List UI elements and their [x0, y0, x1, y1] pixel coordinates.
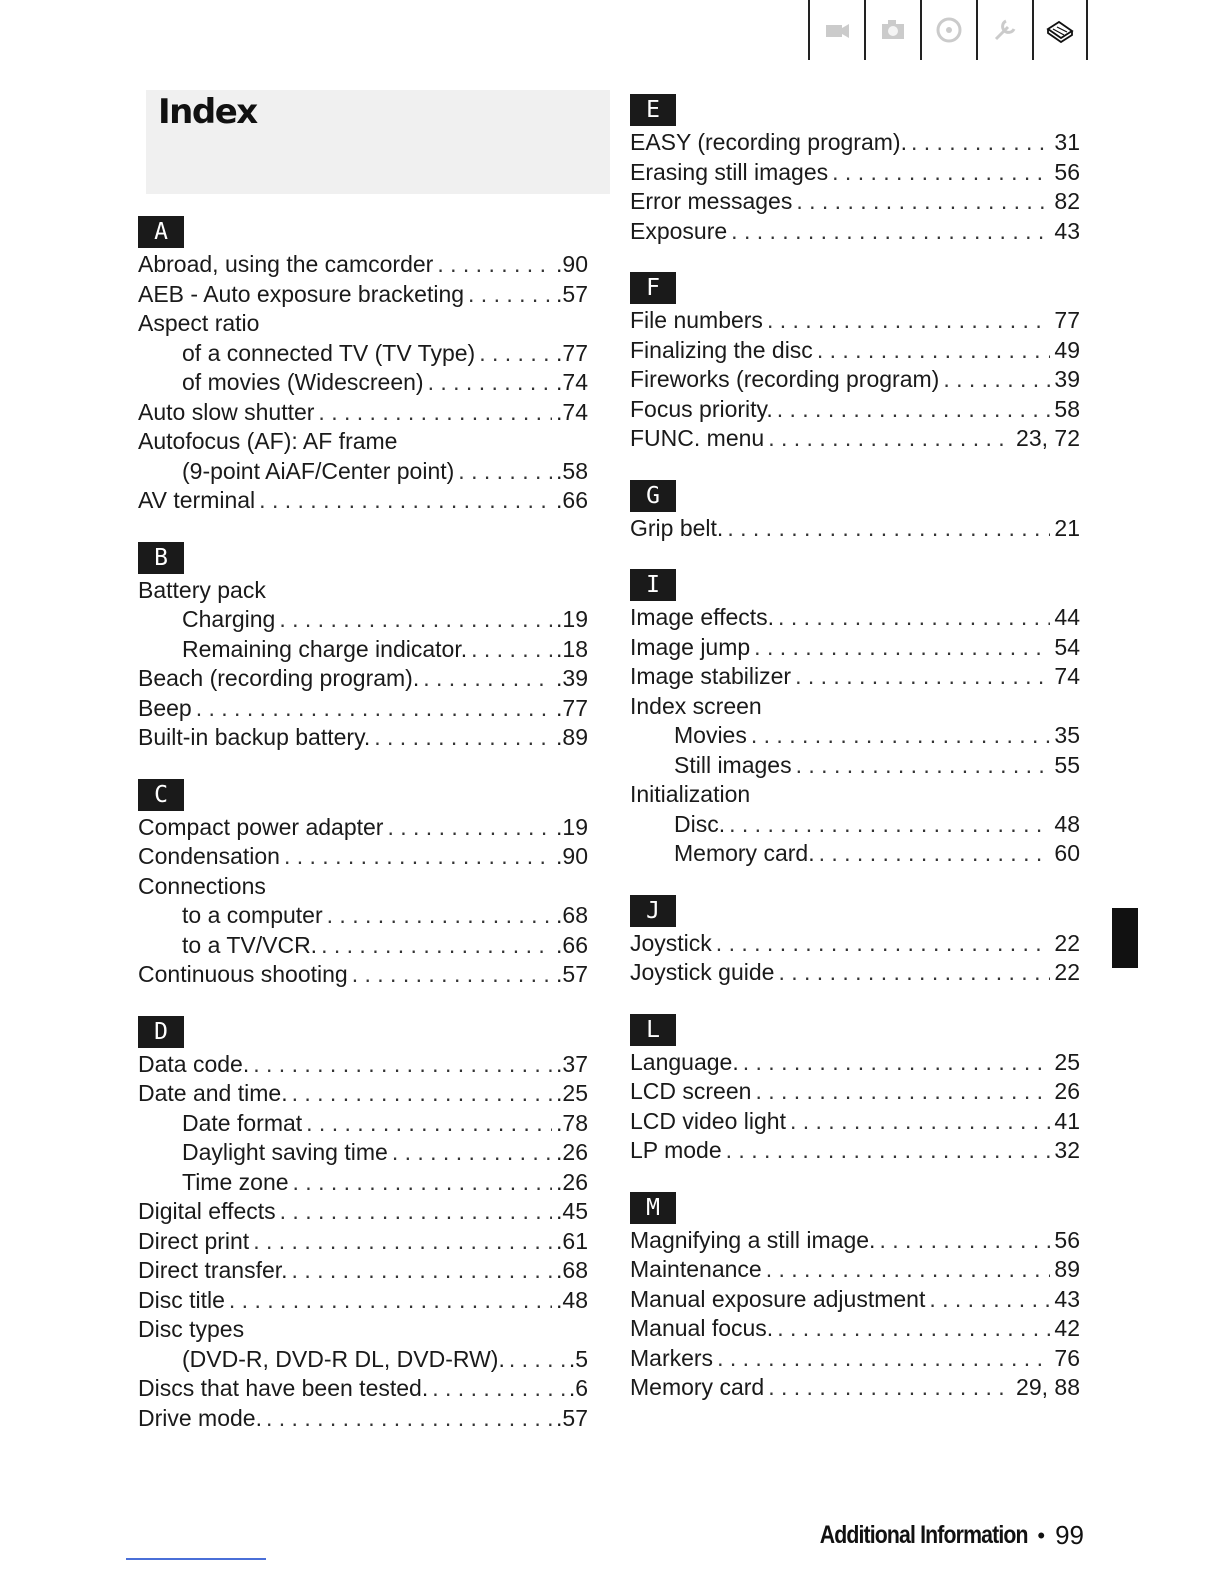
- entry-term: Daylight saving time: [182, 1139, 388, 1165]
- index-entry: [138, 1227, 588, 1257]
- entry-term: Language.: [630, 1048, 739, 1075]
- entry-page: 25: [1054, 1048, 1080, 1075]
- entry-page: .6: [568, 1375, 588, 1401]
- entry-page: 60: [1054, 840, 1080, 866]
- dot-leader: [280, 1197, 552, 1227]
- index-entry: [630, 1048, 1080, 1078]
- entry-term: Index screen: [630, 692, 762, 719]
- dot-leader: [479, 339, 552, 369]
- entry-page: 35: [1054, 722, 1080, 748]
- dot-leader: [468, 280, 552, 310]
- entry-term: LCD video light: [630, 1107, 786, 1134]
- index-entry: [138, 280, 588, 310]
- index-entry: [630, 1107, 1080, 1137]
- index-section-m: [630, 1192, 1080, 1403]
- index-entry: [630, 1314, 1080, 1344]
- index-entry: [630, 514, 1080, 544]
- entry-term: Joystick: [630, 929, 712, 956]
- entry-page: .48: [556, 1286, 588, 1313]
- index-entry: [630, 662, 1080, 692]
- dot-leader: [743, 1048, 1051, 1078]
- entry-page: .58: [556, 457, 588, 484]
- entry-term: Image jump: [630, 633, 751, 660]
- entry-term: EASY (recording program).: [630, 129, 907, 155]
- entry-term: Disc.: [674, 810, 726, 837]
- dot-leader: [727, 514, 1050, 544]
- index-section-c: [138, 779, 588, 990]
- index-section-e: [630, 94, 1080, 246]
- entry-page: 77: [1054, 307, 1080, 333]
- entry-term: Charging: [182, 606, 276, 632]
- dot-leader: [754, 633, 1050, 663]
- entry-term: Fireworks (recording program): [630, 366, 940, 392]
- entry-page: 74: [1054, 663, 1080, 689]
- entry-page: .89: [556, 724, 588, 750]
- entry-term: Built-in backup battery.: [138, 724, 371, 750]
- section-letter: F: [630, 272, 676, 304]
- page-number: 99: [1055, 1520, 1084, 1550]
- index-section-a: [138, 216, 588, 516]
- entry-page: 76: [1054, 1344, 1080, 1371]
- dot-leader: [428, 368, 552, 398]
- dot-leader: [717, 1344, 1050, 1374]
- index-entry: [138, 250, 588, 280]
- entry-term: Remaining charge indicator.: [182, 635, 468, 662]
- index-entry: [630, 1255, 1080, 1285]
- tab-additional-info[interactable]: [1032, 0, 1088, 60]
- index-entry: [138, 723, 588, 753]
- dot-leader: [778, 958, 1050, 988]
- index-entry: [138, 1197, 588, 1227]
- dot-leader: [259, 486, 552, 516]
- entry-term: Digital effects: [138, 1198, 276, 1224]
- index-entry: [630, 365, 1080, 395]
- dot-leader: [795, 662, 1050, 692]
- entry-page: .26: [556, 1139, 588, 1165]
- dot-leader: [432, 1374, 565, 1404]
- entry-page: 42: [1054, 1315, 1080, 1341]
- dot-leader: [423, 664, 552, 694]
- entry-term: LP mode: [630, 1137, 722, 1163]
- entry-term: Image effects.: [630, 604, 775, 630]
- entry-term: Error messages: [630, 188, 793, 214]
- dot-leader: [790, 1107, 1050, 1137]
- entry-term: Memory card: [630, 1374, 765, 1400]
- dot-leader: [279, 605, 552, 635]
- index-entry: [630, 1285, 1080, 1315]
- index-entry: [138, 576, 588, 606]
- dot-leader: [777, 395, 1051, 425]
- section-letter: B: [138, 542, 184, 574]
- index-entry: [138, 664, 588, 694]
- index-entry: [630, 336, 1080, 366]
- entry-term: Memory card.: [674, 840, 815, 866]
- section-letter: A: [138, 216, 184, 248]
- entry-term: Movies: [674, 722, 747, 748]
- entry-page: .25: [556, 1080, 588, 1106]
- entry-term: Focus priority.: [630, 395, 773, 422]
- dot-leader: [766, 1255, 1051, 1285]
- entry-page: 31: [1054, 129, 1080, 155]
- index-entry: [630, 158, 1080, 188]
- tab-settings[interactable]: [976, 0, 1032, 60]
- entry-page: 43: [1054, 1285, 1080, 1312]
- entry-page: .5: [568, 1345, 588, 1372]
- dot-leader: [352, 960, 552, 990]
- index-section-j: [630, 895, 1080, 988]
- divider: [126, 1558, 266, 1560]
- entry-page: .39: [556, 665, 588, 691]
- entry-term: Magnifying a still image.: [630, 1226, 876, 1253]
- entry-page: 54: [1054, 633, 1080, 660]
- section-letter: J: [630, 895, 676, 927]
- entry-page: 55: [1054, 751, 1080, 778]
- index-entry: [630, 1226, 1080, 1256]
- entry-page: 58: [1054, 395, 1080, 422]
- index-subentry: [630, 721, 1080, 751]
- settings-icon: [990, 15, 1020, 45]
- index-subentry: [138, 901, 588, 931]
- index-section-f: [630, 272, 1080, 454]
- entry-page: 21: [1054, 514, 1080, 541]
- dot-leader: [778, 603, 1050, 633]
- dot-leader: [437, 250, 552, 280]
- entry-page: 39: [1054, 366, 1080, 392]
- entry-term: Maintenance: [630, 1256, 762, 1282]
- dot-leader: [729, 810, 1050, 840]
- index-entry: [630, 692, 1080, 722]
- dot-leader: [293, 1168, 552, 1198]
- index-entry: [630, 1373, 1080, 1403]
- section-letter: M: [630, 1192, 676, 1224]
- entry-term: Grip belt.: [630, 514, 724, 541]
- entry-page: .74: [556, 369, 588, 395]
- entry-term: to a computer: [182, 902, 323, 928]
- dot-leader: [768, 424, 1012, 454]
- entry-page: .26: [556, 1168, 588, 1195]
- index-entry: [138, 427, 588, 457]
- index-entry: [630, 128, 1080, 158]
- dot-leader: [777, 1314, 1050, 1344]
- index-entry: [630, 424, 1080, 454]
- entry-term: Date format: [182, 1109, 303, 1136]
- entry-term: Connections: [138, 872, 266, 899]
- entry-page: .66: [556, 487, 588, 513]
- entry-page: .37: [556, 1050, 588, 1077]
- entry-term: AV terminal: [138, 487, 256, 513]
- entry-term: Discs that have been tested.: [138, 1375, 429, 1401]
- dot-leader: [755, 1077, 1050, 1107]
- tab-disc[interactable]: [920, 0, 976, 60]
- entry-term: Finalizing the disc: [630, 336, 813, 363]
- index-entry: [630, 395, 1080, 425]
- entry-term: Abroad, using the camcorder: [138, 251, 434, 277]
- index-subentry: [138, 605, 588, 635]
- index-entry: [138, 813, 588, 843]
- index-subentry: [138, 368, 588, 398]
- entry-page: .77: [556, 339, 588, 366]
- entry-page: 29, 88: [1016, 1374, 1080, 1400]
- index-section-b: [138, 542, 588, 753]
- entry-page: .19: [556, 813, 588, 840]
- section-letter: L: [630, 1014, 676, 1046]
- section-letter: E: [630, 94, 676, 126]
- index-column-right: [630, 94, 1080, 1429]
- entry-page: 89: [1054, 1256, 1080, 1282]
- entry-page: 56: [1054, 158, 1080, 185]
- tab-camera[interactable]: [864, 0, 920, 60]
- index-entry: [630, 217, 1080, 247]
- dot-leader: [321, 931, 552, 961]
- index-column-left: [138, 216, 588, 1459]
- entry-page: .68: [556, 902, 588, 928]
- dot-leader: [796, 187, 1050, 217]
- section-marker: [1112, 908, 1138, 968]
- entry-term: Battery pack: [138, 576, 266, 603]
- index-subentry: [138, 1109, 588, 1139]
- entry-term: Image stabilizer: [630, 663, 792, 689]
- entry-term: Manual focus.: [630, 1315, 774, 1341]
- entry-page: 44: [1054, 604, 1080, 630]
- entry-page: 32: [1054, 1137, 1080, 1163]
- index-entry: [630, 780, 1080, 810]
- index-entry: [630, 958, 1080, 988]
- index-entry: [138, 1286, 588, 1316]
- dot-leader: [796, 751, 1051, 781]
- dot-leader: [879, 1226, 1050, 1256]
- section-letter: G: [630, 480, 676, 512]
- entry-term: Auto slow shutter: [138, 398, 315, 425]
- entry-page: .19: [556, 606, 588, 632]
- entry-term: Still images: [674, 751, 792, 778]
- index-entry: [138, 1256, 588, 1286]
- entry-page: 41: [1054, 1107, 1080, 1134]
- index-subentry: [630, 810, 1080, 840]
- camcorder-icon: [822, 15, 852, 45]
- dot-leader: [716, 929, 1051, 959]
- entry-page: .57: [556, 961, 588, 987]
- index-section-i: [630, 569, 1080, 869]
- entry-page: .90: [556, 843, 588, 869]
- footer-bullet: •: [1037, 1522, 1046, 1548]
- index-entry: [138, 1404, 588, 1434]
- dot-leader: [767, 306, 1050, 336]
- dot-leader: [306, 1109, 552, 1139]
- dot-leader: [292, 1256, 552, 1286]
- index-subentry: [630, 839, 1080, 869]
- entry-term: Direct print: [138, 1227, 250, 1254]
- entry-term: Erasing still images: [630, 158, 829, 185]
- dot-leader: [458, 457, 552, 487]
- dot-leader: [253, 1227, 552, 1257]
- index-entry: [138, 486, 588, 516]
- index-entry: [138, 694, 588, 724]
- chapter-tabs: [808, 0, 1088, 60]
- entry-term: Joystick guide: [630, 959, 775, 985]
- entry-term: Exposure: [630, 217, 728, 244]
- entry-page: .61: [556, 1227, 588, 1254]
- dot-leader: [318, 398, 552, 428]
- dot-leader: [284, 842, 552, 872]
- index-subentry: [630, 751, 1080, 781]
- entry-page: 22: [1054, 929, 1080, 956]
- dot-leader: [292, 1079, 552, 1109]
- camera-icon: [878, 15, 908, 45]
- section-letter: C: [138, 779, 184, 811]
- index-entry: [138, 398, 588, 428]
- entry-page: .68: [556, 1257, 588, 1283]
- dot-leader: [471, 635, 552, 665]
- index-entry: [138, 1315, 588, 1345]
- dot-leader: [374, 723, 552, 753]
- entry-page: .66: [556, 931, 588, 958]
- dot-leader: [196, 694, 552, 724]
- dot-leader: [731, 217, 1050, 247]
- dot-leader: [768, 1373, 1012, 1403]
- index-entry: [630, 603, 1080, 633]
- index-entry: [630, 633, 1080, 663]
- dot-leader: [253, 1050, 552, 1080]
- dot-leader: [509, 1345, 565, 1375]
- page-title: Index: [146, 90, 610, 194]
- index-subentry: [138, 457, 588, 487]
- entry-page: .78: [556, 1109, 588, 1136]
- entry-page: 48: [1054, 810, 1080, 837]
- index-entry: [138, 842, 588, 872]
- index-subentry: [138, 339, 588, 369]
- entry-term: Compact power adapter: [138, 813, 384, 840]
- entry-term: of movies (Widescreen): [182, 369, 424, 395]
- dot-leader: [817, 336, 1051, 366]
- index-subentry: [138, 1345, 588, 1375]
- dot-leader: [726, 1136, 1051, 1166]
- entry-term: LCD screen: [630, 1078, 752, 1104]
- entry-page: .18: [556, 635, 588, 662]
- entry-term: Date and time.: [138, 1080, 288, 1106]
- dot-leader: [387, 813, 552, 843]
- dot-leader: [751, 721, 1051, 751]
- dot-leader: [832, 158, 1050, 188]
- entry-page: .77: [556, 694, 588, 721]
- entry-term: Initialization: [630, 781, 751, 807]
- entry-term: Markers: [630, 1344, 714, 1371]
- entry-page: .74: [556, 398, 588, 425]
- index-entry: [630, 306, 1080, 336]
- dot-leader: [392, 1138, 552, 1168]
- index-entry: [630, 187, 1080, 217]
- disc-icon: [934, 15, 964, 45]
- index-entry: [630, 1344, 1080, 1374]
- index-entry: [138, 1374, 588, 1404]
- section-letter: D: [138, 1016, 184, 1048]
- entry-term: of a connected TV (TV Type): [182, 339, 476, 366]
- dot-leader: [929, 1285, 1050, 1315]
- entry-page: .45: [556, 1198, 588, 1224]
- entry-term: Autofocus (AF): AF frame: [138, 428, 398, 454]
- entry-term: File numbers: [630, 307, 763, 333]
- index-entry: [630, 1136, 1080, 1166]
- entry-page: 22: [1054, 959, 1080, 985]
- entry-term: Condensation: [138, 843, 280, 869]
- index-entry: [138, 872, 588, 902]
- index-subentry: [138, 635, 588, 665]
- entry-term: Time zone: [182, 1168, 289, 1195]
- index-section-d: [138, 1016, 588, 1434]
- tab-camcorder[interactable]: [808, 0, 864, 60]
- entry-term: Disc title: [138, 1286, 225, 1313]
- index-subentry: [138, 931, 588, 961]
- index-entry: [630, 929, 1080, 959]
- index-entry: [138, 1079, 588, 1109]
- index-section-l: [630, 1014, 1080, 1166]
- entry-term: (DVD-R, DVD-R DL, DVD-RW).: [182, 1345, 505, 1372]
- index-section-g: [630, 480, 1080, 544]
- entry-page: .57: [556, 280, 588, 307]
- entry-term: Manual exposure adjustment: [630, 1285, 926, 1312]
- entry-term: AEB - Auto exposure bracketing: [138, 280, 465, 307]
- entry-page: 49: [1054, 336, 1080, 363]
- dot-leader: [327, 901, 552, 931]
- dot-leader: [819, 839, 1051, 869]
- entry-term: Beep: [138, 694, 192, 721]
- entry-page: 23, 72: [1016, 425, 1080, 451]
- section-letter: I: [630, 569, 676, 601]
- index-entry: [138, 1050, 588, 1080]
- entry-term: Continuous shooting: [138, 961, 348, 987]
- dot-leader: [266, 1404, 552, 1434]
- entry-page: .57: [556, 1404, 588, 1431]
- footer-section-name: Additional Information: [819, 1521, 1028, 1549]
- entry-term: to a TV/VCR.: [182, 931, 318, 958]
- dot-leader: [911, 128, 1050, 158]
- entry-term: FUNC. menu: [630, 425, 765, 451]
- entry-term: Aspect ratio: [138, 310, 260, 336]
- entry-term: Drive mode.: [138, 1404, 262, 1431]
- index-entry: [138, 960, 588, 990]
- entry-page: .90: [556, 251, 588, 277]
- index-subentry: [138, 1168, 588, 1198]
- entry-term: Direct transfer.: [138, 1257, 288, 1283]
- entry-term: Disc types: [138, 1316, 245, 1342]
- index-entry: [138, 309, 588, 339]
- book-icon: [1045, 15, 1075, 45]
- page-footer: [783, 1520, 1084, 1551]
- entry-page: 56: [1054, 1226, 1080, 1253]
- entry-page: 26: [1054, 1078, 1080, 1104]
- entry-page: 82: [1054, 188, 1080, 214]
- index-subentry: [138, 1138, 588, 1168]
- entry-term: (9-point AiAF/Center point): [182, 457, 455, 484]
- dot-leader: [943, 365, 1050, 395]
- index-entry: [630, 1077, 1080, 1107]
- entry-term: Beach (recording program).: [138, 665, 420, 691]
- entry-page: 43: [1054, 217, 1080, 244]
- dot-leader: [229, 1286, 552, 1316]
- entry-term: Data code.: [138, 1050, 250, 1077]
